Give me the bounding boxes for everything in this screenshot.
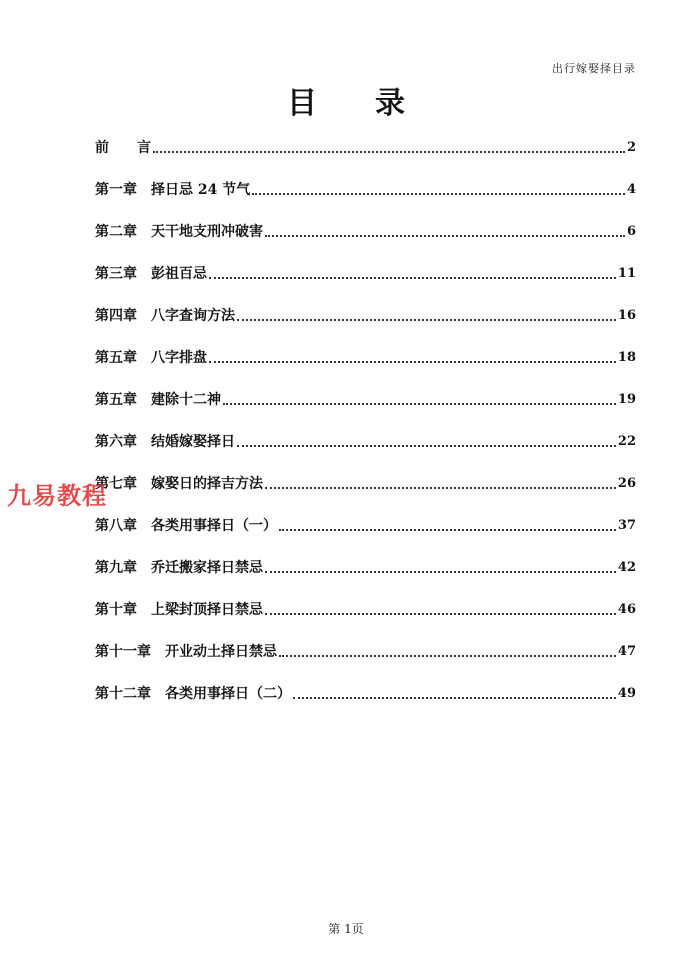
toc-page-number: 11 [617,265,636,281]
toc-entry[interactable] [95,420,636,462]
toc-dot-leader [293,697,616,699]
toc-entry[interactable] [95,210,636,252]
toc-dot-leader [209,277,616,279]
toc-entry-title: 第五章 八字排盘 [95,350,207,366]
toc-entry[interactable] [95,126,636,168]
toc-page-number: 37 [617,517,636,533]
toc-entry-title: 第十二章 各类用事择日（二） [95,686,291,702]
toc-entry[interactable] [95,462,636,504]
toc-dot-leader [265,235,625,237]
page-number-footer: 第 1页 [328,922,364,936]
toc-page-number: 26 [617,475,636,491]
toc-entry-title: 第六章 结婚嫁娶择日 [95,434,235,450]
toc-entry[interactable] [95,168,636,210]
toc-dot-leader [209,361,616,363]
toc-page-number: 16 [617,307,636,323]
toc-entry-title: 第七章 嫁娶日的择吉方法 [95,476,263,492]
toc-entry-title: 第八章 各类用事择日（一） [95,518,277,534]
watermark: 九易教程 [7,482,107,510]
toc-page-number: 18 [617,349,636,365]
toc-entry-title: 第三章 彭祖百忌 [95,266,207,282]
toc-entry-title: 第四章 八字查询方法 [95,308,235,324]
toc-entry-title: 前 言 [95,140,151,156]
toc-page-number: 22 [617,433,636,449]
toc-page-number: 49 [617,685,636,701]
toc-page-number: 46 [617,601,636,617]
toc-entry[interactable] [95,504,636,546]
toc-dot-leader [252,193,625,195]
toc-entry[interactable] [95,294,636,336]
toc-list [95,126,636,714]
toc-entry-title: 第二章 天干地支刑冲破害 [95,224,263,240]
toc-entry[interactable] [95,546,636,588]
toc-dot-leader [223,403,616,405]
toc-page-number: 42 [617,559,636,575]
toc-dot-leader [265,487,616,489]
toc-entry-title: 第九章 乔迁搬家择日禁忌 [95,560,263,576]
toc-page-number: 47 [617,643,636,659]
toc-entry-title: 第十章 上梁封顶择日禁忌 [95,602,263,618]
toc-entry[interactable] [95,336,636,378]
toc-dot-leader [279,655,616,657]
toc-title: 目录 [287,86,463,121]
toc-entry[interactable] [95,672,636,714]
toc-entry[interactable] [95,378,636,420]
toc-dot-leader [237,445,616,447]
toc-entry[interactable] [95,630,636,672]
toc-entry-title: 第一章 择日忌 24 节气 [95,182,251,198]
toc-dot-leader [153,151,625,153]
toc-entry[interactable] [95,588,636,630]
toc-page-number: 19 [617,391,636,407]
running-header: 出行嫁娶择目录 [552,62,636,75]
toc-dot-leader [265,613,616,615]
toc-dot-leader [265,571,616,573]
toc-page-number: 4 [626,181,636,197]
toc-entry[interactable] [95,252,636,294]
toc-dot-leader [237,319,616,321]
toc-page-number: 6 [626,223,636,239]
toc-entry-title: 第十一章 开业动土择日禁忌 [95,644,277,660]
toc-entry-title: 第五章 建除十二神 [95,392,221,408]
toc-dot-leader [279,529,616,531]
toc-page-number: 2 [626,139,636,155]
